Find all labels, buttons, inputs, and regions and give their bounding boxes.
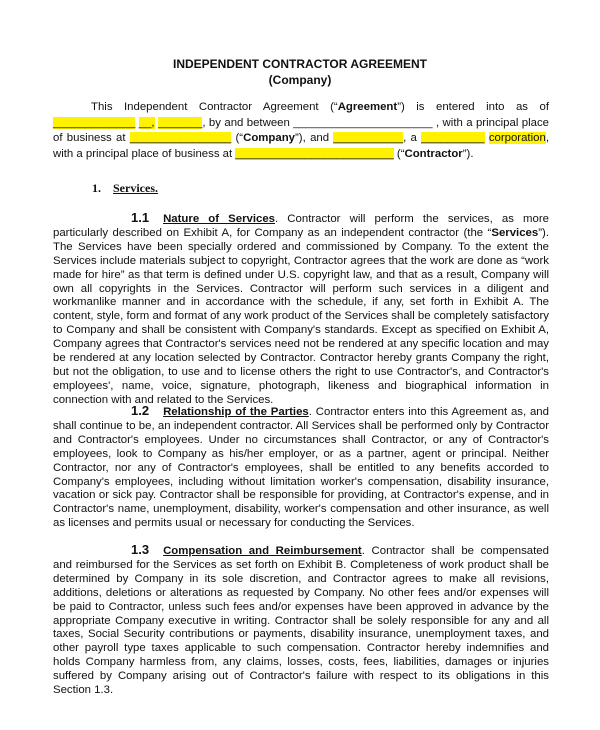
contractor-address-blank: _________________________ — [235, 147, 394, 160]
company-term: Company — [243, 132, 296, 144]
paragraph-text: . Contractor enters into this Agreement as, and shall continue to be, an independent contractor. All Services shall be performed only by Contractor and Contractor's employees. Under no circumstances shall Contractor, or any of Contractor's employees, look to Company as his/her employer, or as a partner, agent or principal. Neither Contractor, nor any of Contractor's employees, shall be entitled to any benefits accorded to Company's employees, including without limitation worker's compensation, disability insurance, vacation or sick pay. Contractor shall be responsible for providing, at Contractor's expense, and in Contractor's name, unemployment, disability, worker's compensation and other insurance, as well as licenses and permits usual or necessary for conducting the Services. — [53, 406, 549, 530]
intro-text: (“ — [393, 147, 405, 160]
paragraph-text: . Contractor shall be compensated and reimbursed for the Services as set forth on Exhibit B. Completeness of work product shall be determined by Company in its sole discretion, and Contractor agrees to make all revisions, additions, deletions or alterations as requested by Company. No other fees and/or expenses will be paid to Contractor, unless such fees and/or expenses have been approved in advance by the appropriate Company executive in writing. Contractor shall be solely responsible for any and all taxes, Social Security contributions or payments, disability insurance, unemployment taxes, and other payroll type taxes applicable to such compensation. Contractor hereby indemnifies and holds Company harmless from, any claims, losses, costs, fees, liabilities, damages or injuries suffered by Company arising out of Contractor's failure with respect to its obligations in this Section 1.3. — [53, 545, 549, 697]
intro-text: , with a principal place of business at — [53, 132, 549, 160]
paragraph-1-2 — [53, 404, 549, 531]
paragraph-1-3 — [53, 543, 549, 698]
intro-text: This Independent Contractor Agreement (“ — [91, 101, 338, 113]
paragraph-number: 1.3 — [131, 542, 150, 557]
date-blank: _____________ — [53, 116, 136, 129]
intro-text: ”). — [462, 147, 474, 160]
document-title: INDEPENDENT CONTRACTOR AGREEMENT — [172, 57, 427, 71]
intro-text: , a — [403, 132, 422, 144]
date-blank-2: __, — [138, 116, 155, 129]
paragraph-number: 1.1 — [131, 210, 150, 225]
paragraph-text: ”). The Services have been specially ordered and commissioned by Company. To the extent the Services include materials subject to copyright, Contractor agrees that the work are done as “work made for hire” as that term is defined under U.S. copyright law, and that as a result, Company will own all copyrights in the Services. Contractor will perform such services in a diligent and workmanlike manner and in accordance with the schedule, if any, set forth in Exhibit A. The content, style, form and format of any work product of the Services shall be completely satisfactory to Company and shall be consistent with Company's standards. Except as specified on Exhibit A, Company agrees that Contractor's services need not be rendered at any specific location and may be rendered at any location selected by Contractor. Contractor hereby grants Company the right, but not the obligation, to use and to license others the right to use Contractor's, and Contractor's employees', name, voice, signature, photograph, likeness and biographical information in connection with and related to the Services. — [53, 226, 549, 406]
paragraph-text: . Contractor will perform the services, as more particularly described on Exhibit A, for Company as an independent contractor (the “ — [53, 213, 549, 239]
intro-text: , by and between ______________________ , with a principal place of business at — [53, 116, 549, 144]
intro-paragraph — [53, 100, 549, 162]
paragraph-1-1 — [53, 211, 549, 408]
paragraph-number: 1.2 — [131, 403, 150, 418]
section-1-heading — [92, 182, 158, 196]
intro-text: ”), and — [295, 132, 334, 144]
agreement-term: Agreement — [337, 101, 398, 113]
intro-text: (“ — [231, 132, 244, 144]
contractor-name-blank: ___________ — [333, 132, 404, 144]
contractor-state-blank: __________ — [421, 132, 485, 144]
year-blank: _______ — [158, 116, 203, 129]
paragraph-heading: Nature of Services — [163, 213, 276, 225]
document-subtitle: (Company) — [268, 73, 332, 87]
section-number: 1. — [92, 181, 101, 195]
paragraph-heading: Relationship of the Parties — [163, 406, 309, 418]
contractor-term: Contractor — [404, 147, 463, 160]
services-term: Services — [491, 226, 539, 239]
corporation-highlight: corporation — [488, 132, 546, 144]
section-title: Services. — [113, 181, 158, 195]
intro-text: ”) is entered into as of — [397, 101, 549, 113]
paragraph-heading: Compensation and Reimbursement — [163, 545, 362, 557]
company-address-blank: ________________ — [129, 132, 232, 144]
